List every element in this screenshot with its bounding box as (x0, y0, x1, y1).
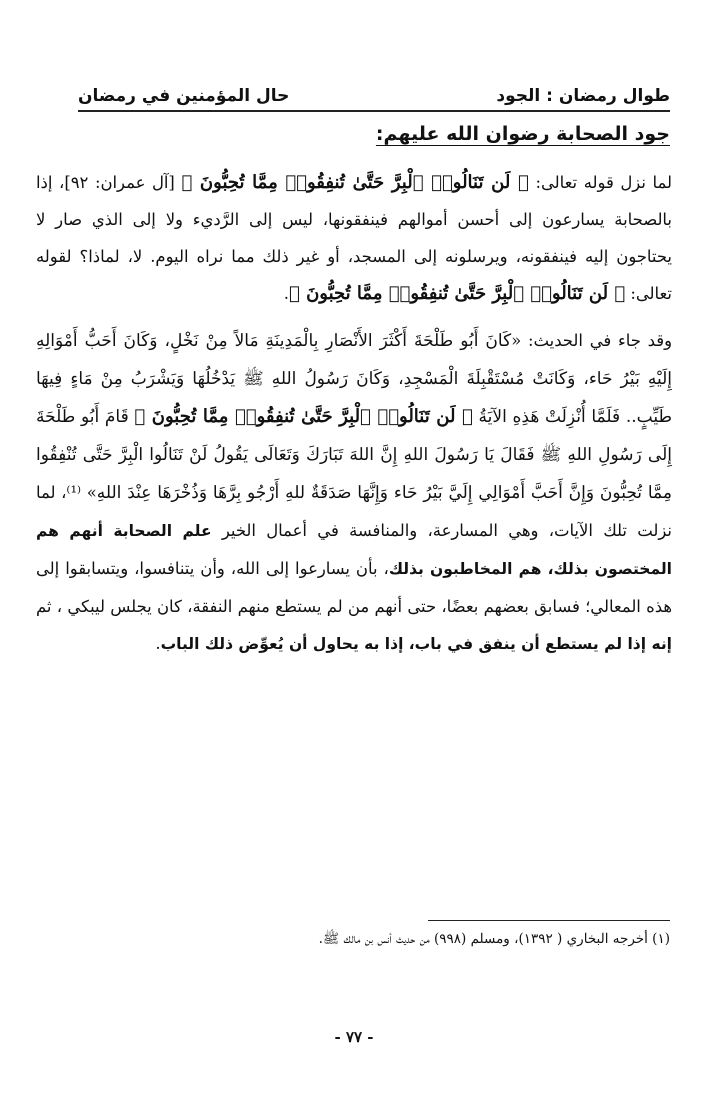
p2-quran-verse: ﴿ لَن تَنَالُوا۟ ٱلْبِرَّ حَتَّىٰ تُنفِقُوا۟ مِمَّا تُحِبُّونَ ﴾ (134, 406, 473, 427)
p1-quran-verse-2: ﴿ لَن تَنَالُوا۟ ٱلْبِرَّ حَتَّىٰ تُنفِقُوا۟ مِمَّا تُحِبُّونَ ﴾ (289, 283, 626, 304)
p2-text-3: ، بأن يسارعوا إلى الله، وأن يتنافسوا، ويتسابقوا إلى هذه المعالي؛ فسابق بعضهم بعضًا، حتى أنهم من لم يستطع منهم النفقة، كان يجلس ليبكي ، ثم (36, 559, 672, 616)
running-header (78, 72, 670, 112)
p2-hadith-1: كَانَ أَبُو طَلْحَةَ أَكْثَرَ الأَنْصَارِ بِالْمَدِينَةِ مَالاً مِنْ نَخْلٍ، وَكَانَ أَحَبُّ أَمْوَالِهِ إِلَيْهِ بَيْرُ حَاء، وَكَانَتْ مُسْتَقْبِلَةَ الْمَسْجِدِ، وَكَانَ رَسُولُ اللهِ ﷺ يَدْخُلُهَا وَيَشْرَبُ مِنْ مَاءٍ فِيهَا طَيِّبٍ.. فَلَمَّا أُنْزِلَتْ هَذِهِ الآيَةُ (36, 331, 672, 427)
p2-text-4: . (155, 634, 161, 653)
p2-text-1: وقد جاء في الحديث: « (511, 331, 672, 350)
p2-text-2: » ⁽¹⁾، لما نزلت تلك الآيات، وهي المسارعة، والمنافسة في أعمال الخير (36, 483, 672, 540)
p1-text-1: لما نزل قوله تعالى: (528, 173, 672, 192)
p1-quran-verse-1: ﴿ لَن تَنَالُوا۟ ٱلْبِرَّ حَتَّىٰ تُنفِقُوا۟ مِمَّا تُحِبُّونَ ﴾ (181, 172, 529, 193)
paragraph-2 (36, 322, 672, 663)
section-title: جود الصحابة رضوان الله عليهم: (375, 123, 670, 145)
footnote: (١) أخرجه البخاري ( ١٣٩٢)، ومسلم (٩٩٨) من حديث أنس بن مالك ﷺ. (318, 931, 670, 947)
main-text (36, 164, 672, 663)
page-number: - ٧٧ - (334, 1028, 374, 1046)
p2-bold-2: إنه إذا لم يستطع أن ينفق في باب، إذا به يحاول أن يُعوِّض ذلك الباب (160, 635, 672, 653)
p2-hadith-2: قَامَ أَبُو طَلْحَةَ إِلَى رَسُولِ اللهِ ﷺ فَقَالَ يَا رَسُولَ اللهِ إِنَّ اللهَ تَبَارَكَ وَتَعَالَى يَقُولُ لَنْ تَنَالُوا الْبِرَّ حَتَّى تُنْفِقُوا مِمَّا تُحِبُّونَ وَإِنَّ أَحَبَّ أَمْوَالِي إِلَيَّ بَيْرُ حَاء وَإِنَّهَا صَدَقَةٌ للهِ أَرْجُو بِرَّهَا وَذُخْرَهَا عِنْدَ اللهِ (36, 407, 672, 503)
paragraph-1 (36, 164, 672, 312)
p1-text-2: [آل عمران: ٩٢]، إذا بالصحابة يسارعون إلى أحسن أموالهم فينفقونها، ليس إلى الرَّديء ولا إلى الذي صار لا يحتاجون إليه فينفقونه، ويرسلونه إلى المسجد، أو غير ذلك مما نراه اليوم. لا، لماذا؟ لقوله تعالى: (36, 173, 672, 303)
header-right-title: طوال رمضان : الجود (496, 86, 670, 106)
p1-text-3: . (283, 284, 290, 303)
header-left-title: حال المؤمنين في رمضان (78, 86, 290, 106)
footnote-divider (428, 920, 670, 921)
p2-bold-1: علم الصحابة أنهم هم المختصون بذلك، هم المخاطبون بذلك (36, 522, 672, 578)
